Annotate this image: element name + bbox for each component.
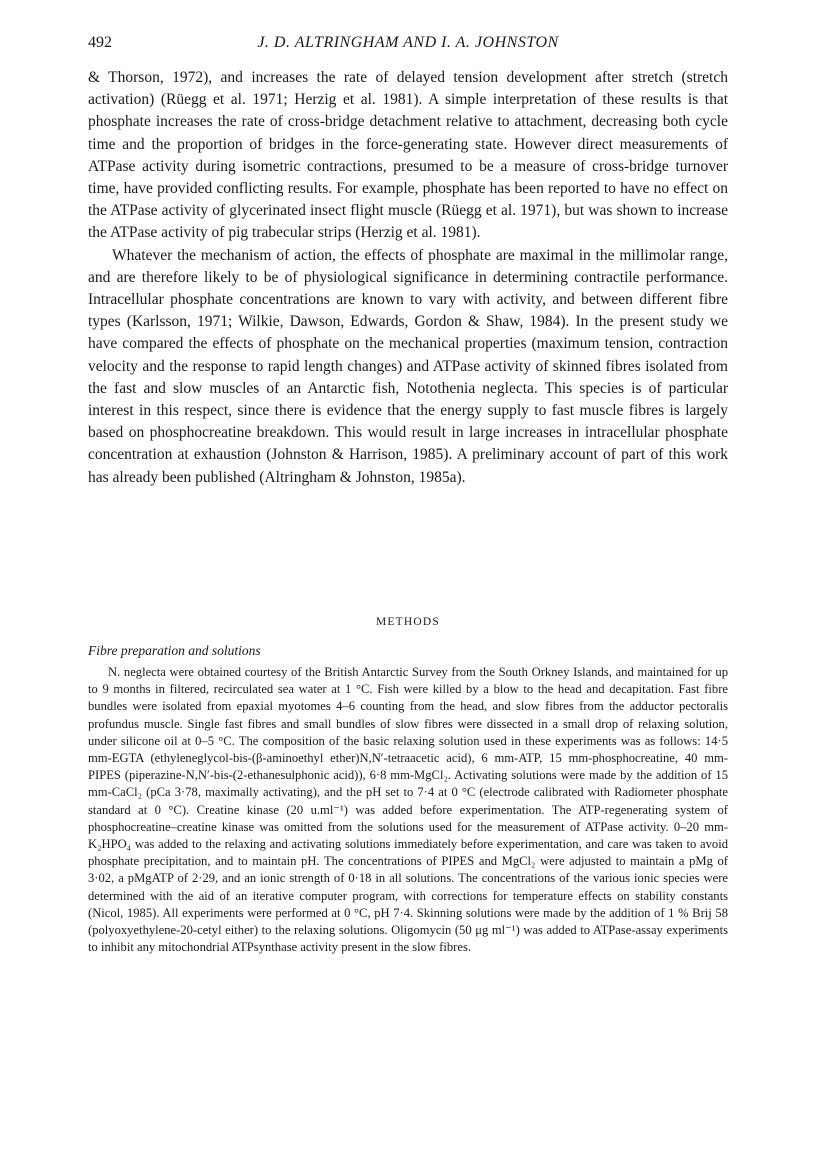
- paragraph: Whatever the mechanism of action, the effects of phosphate are maximal in the millimolar range, and are therefore likely to be of physiological significance in determining contractile performance. Intracellular phosphate concentrations are known to vary with activity, and between different fibre types (Karlsson, 1971; Wilkie, Dawson, Edwards, Gordon & Shaw, 1984). In the present study we have compared the effects of phosphate on the mechanical properties (maximum tension, contraction velocity and the response to rapid length changes) and ATPase activity of skinned fibres isolated from the fast and slow muscles of an Antarctic fish, Notothenia neglecta. This species is of particular interest in this respect, since there is evidence that the energy supply to fast muscle fibres is largely based on phosphocreatine breakdown. This would result in large increases in intracellular phosphate concentration at exhaustion (Johnston & Harrison, 1985). A preliminary account of part of this work has already been published (Altringham & Johnston, 1985a).: [88, 246, 728, 486]
- methods-text: [88, 664, 728, 956]
- section-heading: METHODS: [376, 616, 440, 628]
- paragraph: & Thorson, 1972), and increases the rate of delayed tension development after stretch (stretch activation) (Rüegg et al. 1971; Herzig et al. 1981). A simple interpretation of these results is that phosphate increases the rate of cross-bridge detachment relative to attachment, decreasing both cycle time and the proportion of bridges in the force-generating state. However direct measurements of ATPase activity during isometric contractions, presumed to be a measure of cross-bridge turnover time, have provided conflicting results. For example, phosphate has been reported to have no effect on the ATPase activity of glycerinated insect flight muscle (Rüegg et al. 1971), but was shown to increase the ATPase activity of pig trabecular strips (Herzig et al. 1981).: [88, 69, 728, 242]
- body-text: [88, 67, 728, 489]
- running-head: J. D. ALTRINGHAM AND I. A. JOHNSTON: [257, 34, 559, 51]
- page-header: [88, 34, 728, 58]
- subsection-heading: Fibre preparation and solutions: [88, 643, 261, 658]
- page-number: 492: [88, 34, 112, 51]
- paragraph: N. neglecta were obtained courtesy of the British Antarctic Survey from the South Orkney Islands, and maintained for up to 9 months in filtered, recirculated sea water at 1 °C. Fish were killed by a blow to the head and decapitation. Fast fibre bundles were isolated from epaxial myotomes 4–6 counting from the head, and slow fibres from the adductor pectoralis profundus muscle. Single fast fibres and small bundles of slow fibres were dissected in a small drop of relaxing solution, under silicone oil at 0–5 °C. The composition of the basic relaxing solution used in these experiments was as follows: 14·5 mm-EGTA (ethyleneglycol-bis-(β-aminoethyl ether)N,N′-tetraacetic acid), 6 mm-ATP, 15 mm-phosphocreatine, 40 mm-PIPES (piperazine-N,N′-bis-(2-ethanesulphonic acid)), 6·8 mm-MgCl₂. Activating solutions were made by the addition of 15 mm-CaCl₂ (pCa 3·78, maximally activating), and the pH set to 7·4 at 0 °C (electrode calibrated with Radiometer phosphate standard at 0 °C). Creatine kinase (20 u.ml⁻¹) was added before experimentation. The ATP-regenerating system of phosphocreatine–creatine kinase was omitted from the solutions used for the measurement of ATPase activity. 0–20 mm-K₂HPO₄ was added to the relaxing and activating solutions immediately before experimentation, and care was taken to avoid phosphate precipitation, and to maintain pH. The concentrations of PIPES and MgCl₂ were adjusted to maintain a pMg of 3·02, a pMgATP of 2·29, and an ionic strength of 0·18 in all solutions. The concentrations of the various ionic species were determined with the aid of an iterative computer program, with corrections for temperature effects on stability constants (Nicol, 1985). All experiments were performed at 0 °C, pH 7·4. Skinning solutions were made by the addition of 1 % Brij 58 (polyoxyethylene-20-cetyl either) to the relaxing solutions. Oligomycin (50 μg ml⁻¹) was added to ATPase-assay experiments to inhibit any mitochondrial ATPsynthase activity present in the slow fibres.: [88, 665, 728, 955]
